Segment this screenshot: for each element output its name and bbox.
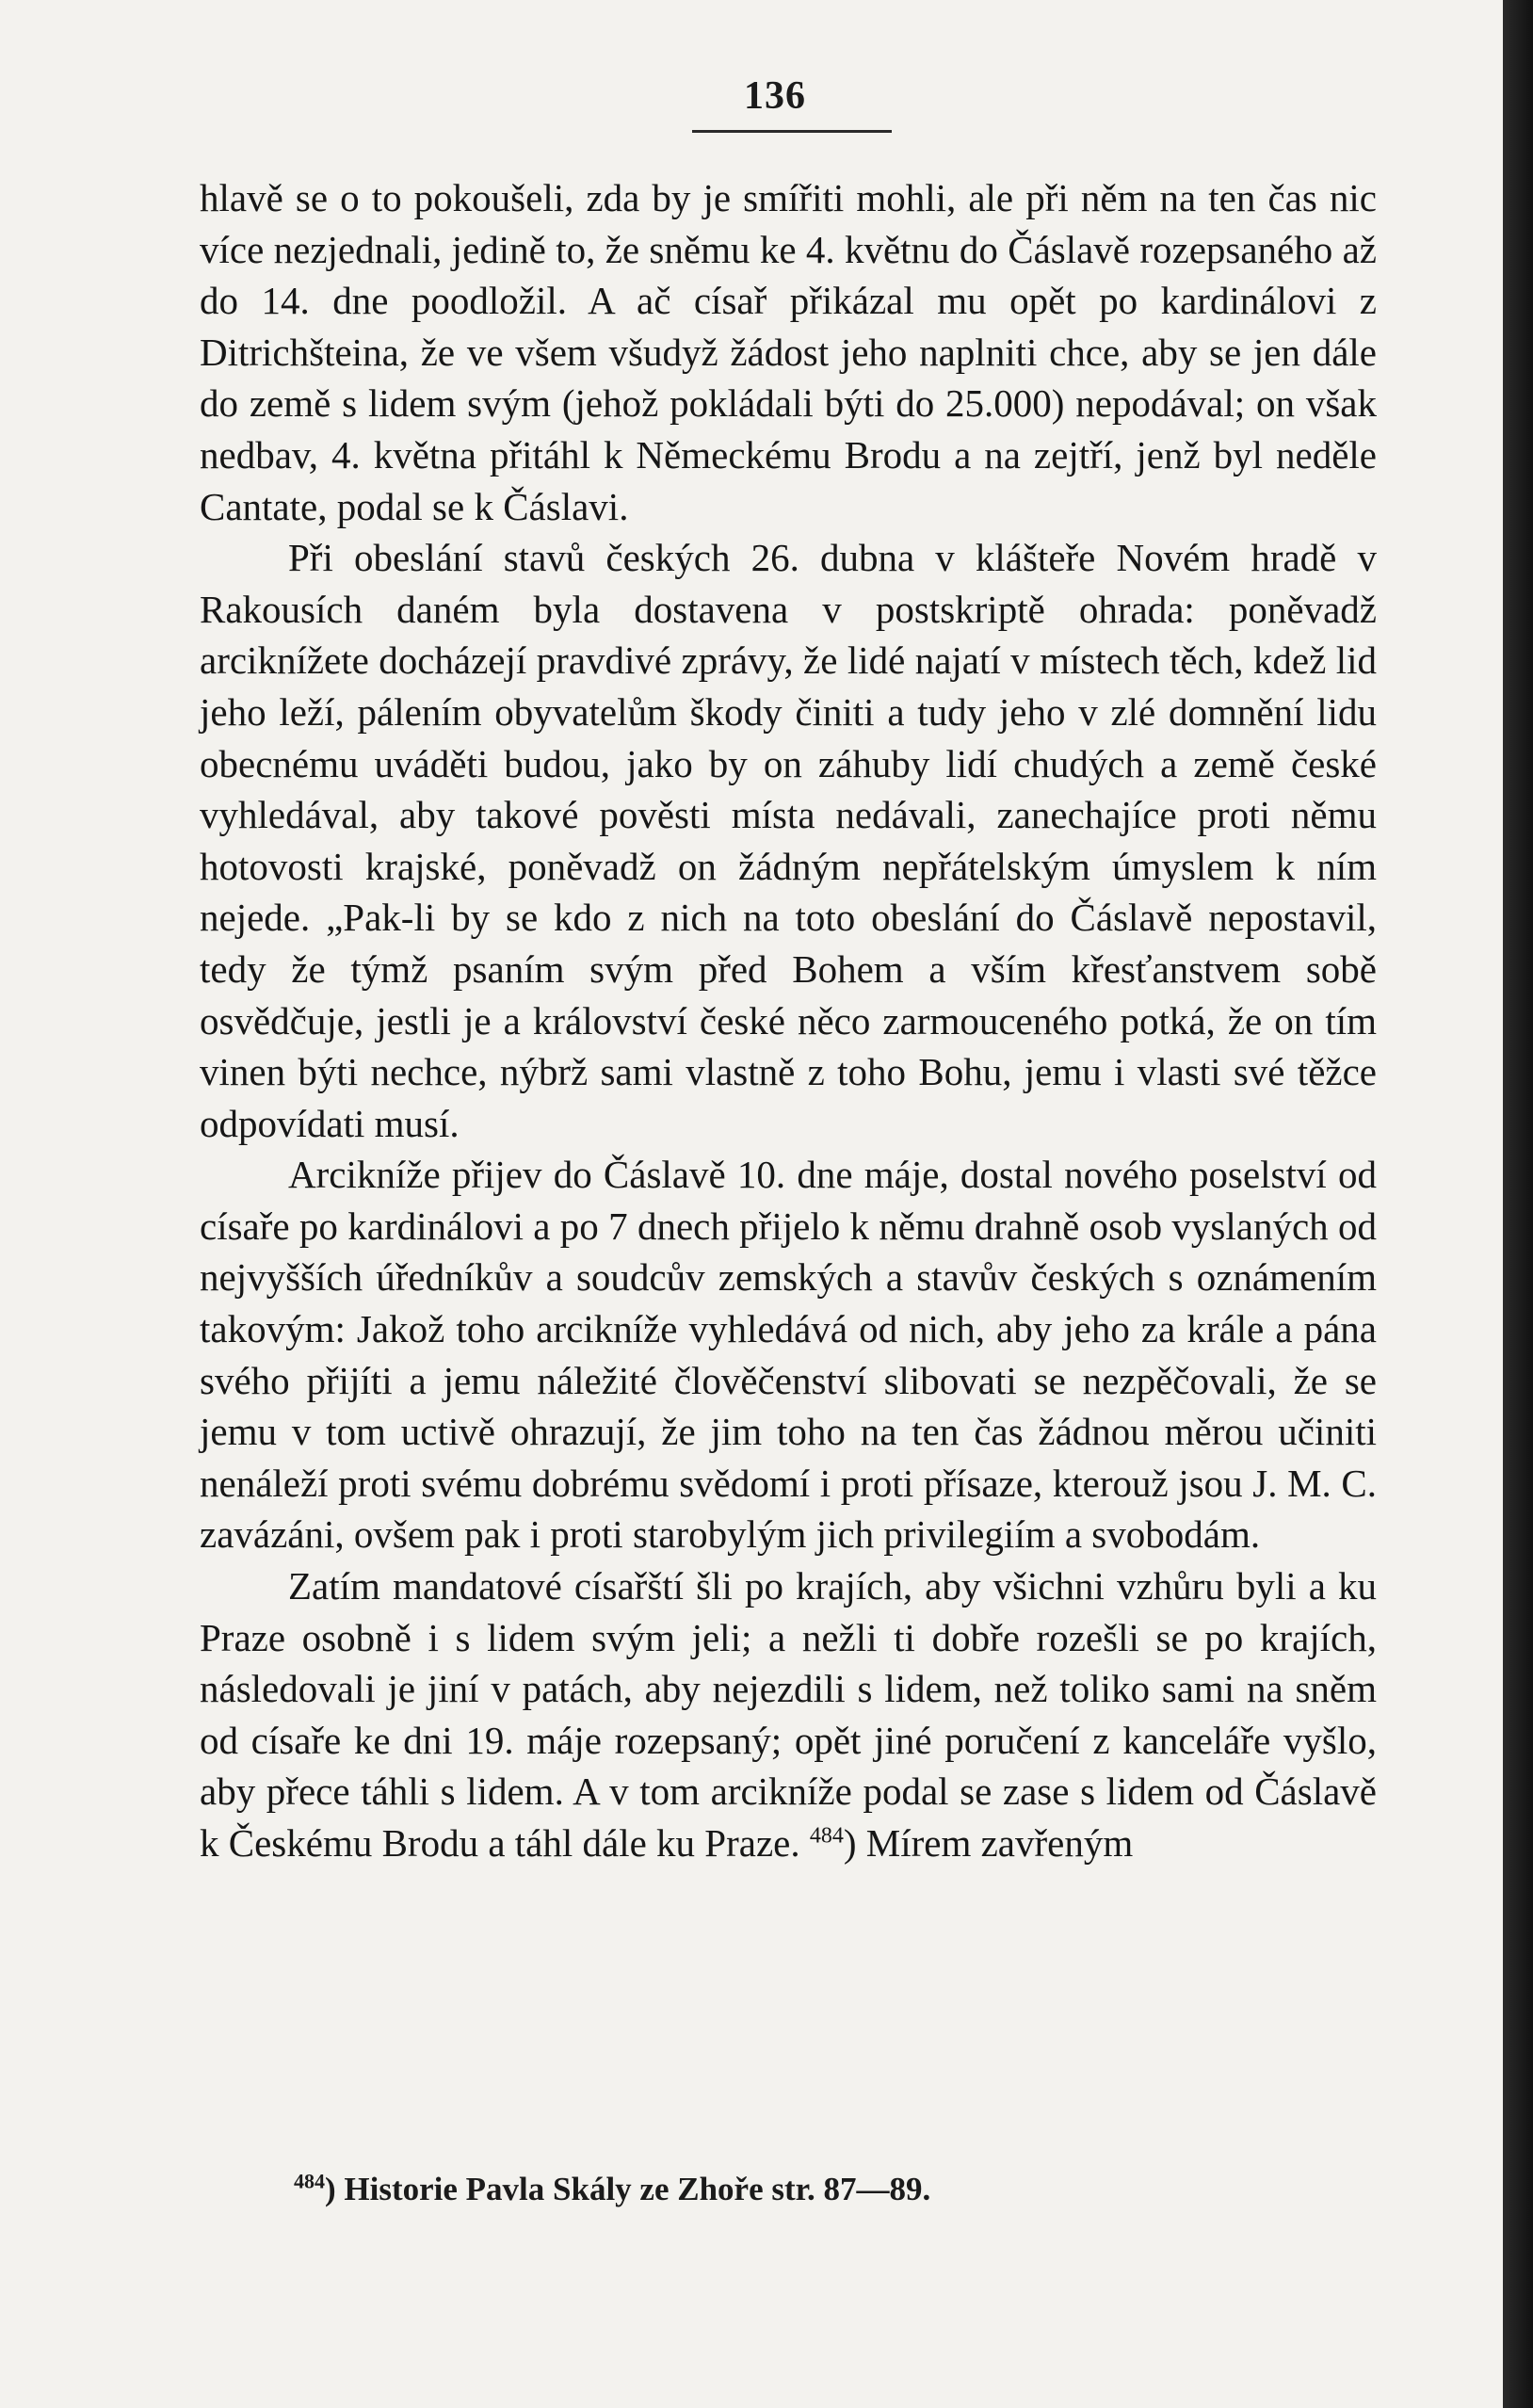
- paragraph-1: hlavě se o to pokoušeli, zda by je smířiti mohli, ale při něm na ten čas nic více nezjednali, jedině to, že sněmu ke 4. květnu do Čáslavě rozepsaného až do 14. dne poodložil. A ač císař přikázal mu opět po kardinálovi z Ditrichšteina, že ve všem všudyž žádost jeho naplniti chce, aby se jen dále do země s lidem svým (jehož pokládali býti do 25.000) nepodával; on však nedbav, 4. května přitáhl k Německému Brodu a na zejtří, jenž byl neděle Cantate, podal se k Čáslavi.: [200, 176, 1377, 528]
- paragraph-4-text: Zatím mandatové císařští šli po krajích, aby všichni vzhůru byli a ku Praze osobně i s lidem svým jeli; a nežli ti dobře rozešli se po krajích, následovali je jiní v patách, aby nejezdili s lidem, než toliko sami na sněm od císaře ke dni 19. máje rozepsaný; opět jiné poručení z kanceláře vyšlo, aby přece táhli s lidem. A v tom arcikníže podal se zase s lidem od Čáslavě k Českému Brodu a táhl dále ku Praze.: [200, 1564, 1377, 1865]
- footnote-reference[interactable]: 484: [809, 1823, 844, 1849]
- paragraph-3: Arcikníže přijev do Čáslavě 10. dne máje, dostal nového poselství od císaře po kardinálovi a po 7 dnech přijelo k němu drahně osob vyslaných od nejvyšších úředníkův a soudcův zemských a stavův českých s oznámením takovým: Jakož toho arcikníže vyhledává od nich, aby jeho za krále a pána svého přijíti a jemu náležité člověčenství slibovati se nezpěčovali, že se jemu v tom uctivě ohrazují, že jim toho na ten čas žádnou měrou učiniti nenáleží proti svému dobrému svědomí i proti přísaze, kterouž jsou J. M. C. zavázáni, ovšem pak i proti starobylým jich privilegiím a svobodám.: [200, 1153, 1377, 1557]
- page-number: 136: [744, 74, 806, 118]
- paragraph-4: Zatím mandatové císařští šli po krajích, aby všichni vzhůru byli a ku Praze osobně i s lidem svým jeli; a nežli ti dobře rozešli se po krajích, následovali je jiní v patách, aby nejezdili s lidem, než toliko sami na sněm od císaře ke dni 19. máje rozepsaný; opět jiné poručení z kanceláře vyšlo, aby přece táhli s lidem. A v tom arcikníže podal se zase s lidem od Čáslavě k Českému Brodu a táhl dále ku Praze. $^{484}$) Mírem zavřeným: [200, 1564, 1377, 1865]
- body-text: [200, 172, 1377, 1869]
- paragraph-4-tail: Mírem zavřeným: [865, 1821, 1134, 1865]
- footnote: $^{484}$) Historie Pavla Skály ze Zhoře str. 87—89.: [294, 2169, 931, 2207]
- page-number-rule: [692, 130, 892, 133]
- paragraph-2: Při obeslání stavů českých 26. dubna v klášteře Novém hradě v Rakousích daném byla dostavena v postskriptě ohrada: poněvadž arciknížete docházejí pravdivé zprávy, že lidé najatí v místech těch, kdež lid jeho leží, pálením obyvatelům škody činiti a tudy jeho v zlé domnění lidu obecnému uváděti budou, jako by on záhuby lidí chudých a země české vyhledával, aby takové pověsti místa nedávali, zanechajíce proti němu hotovosti krajské, poněvadž on žádným nepřátelským úmyslem k ním nejede. „Pak-li by se kdo z nich na toto obeslání do Čáslavě nepostavil, tedy že týmž psaním svým před Bohem a vším křesťanstvem sobě osvědčuje, jestli je a království české něco zarmouceného potká, že on tím vinen býti nechce, nýbrž sami vlastně z toho Bohu, jemu i vlasti své těžce odpovídati musí.: [200, 536, 1377, 1145]
- page-edge-shadow: [1503, 0, 1533, 2408]
- footnote-mark: 484: [294, 2169, 325, 2193]
- footnote-text: Historie Pavla Skály ze Zhoře str. 87—89.: [344, 2171, 931, 2207]
